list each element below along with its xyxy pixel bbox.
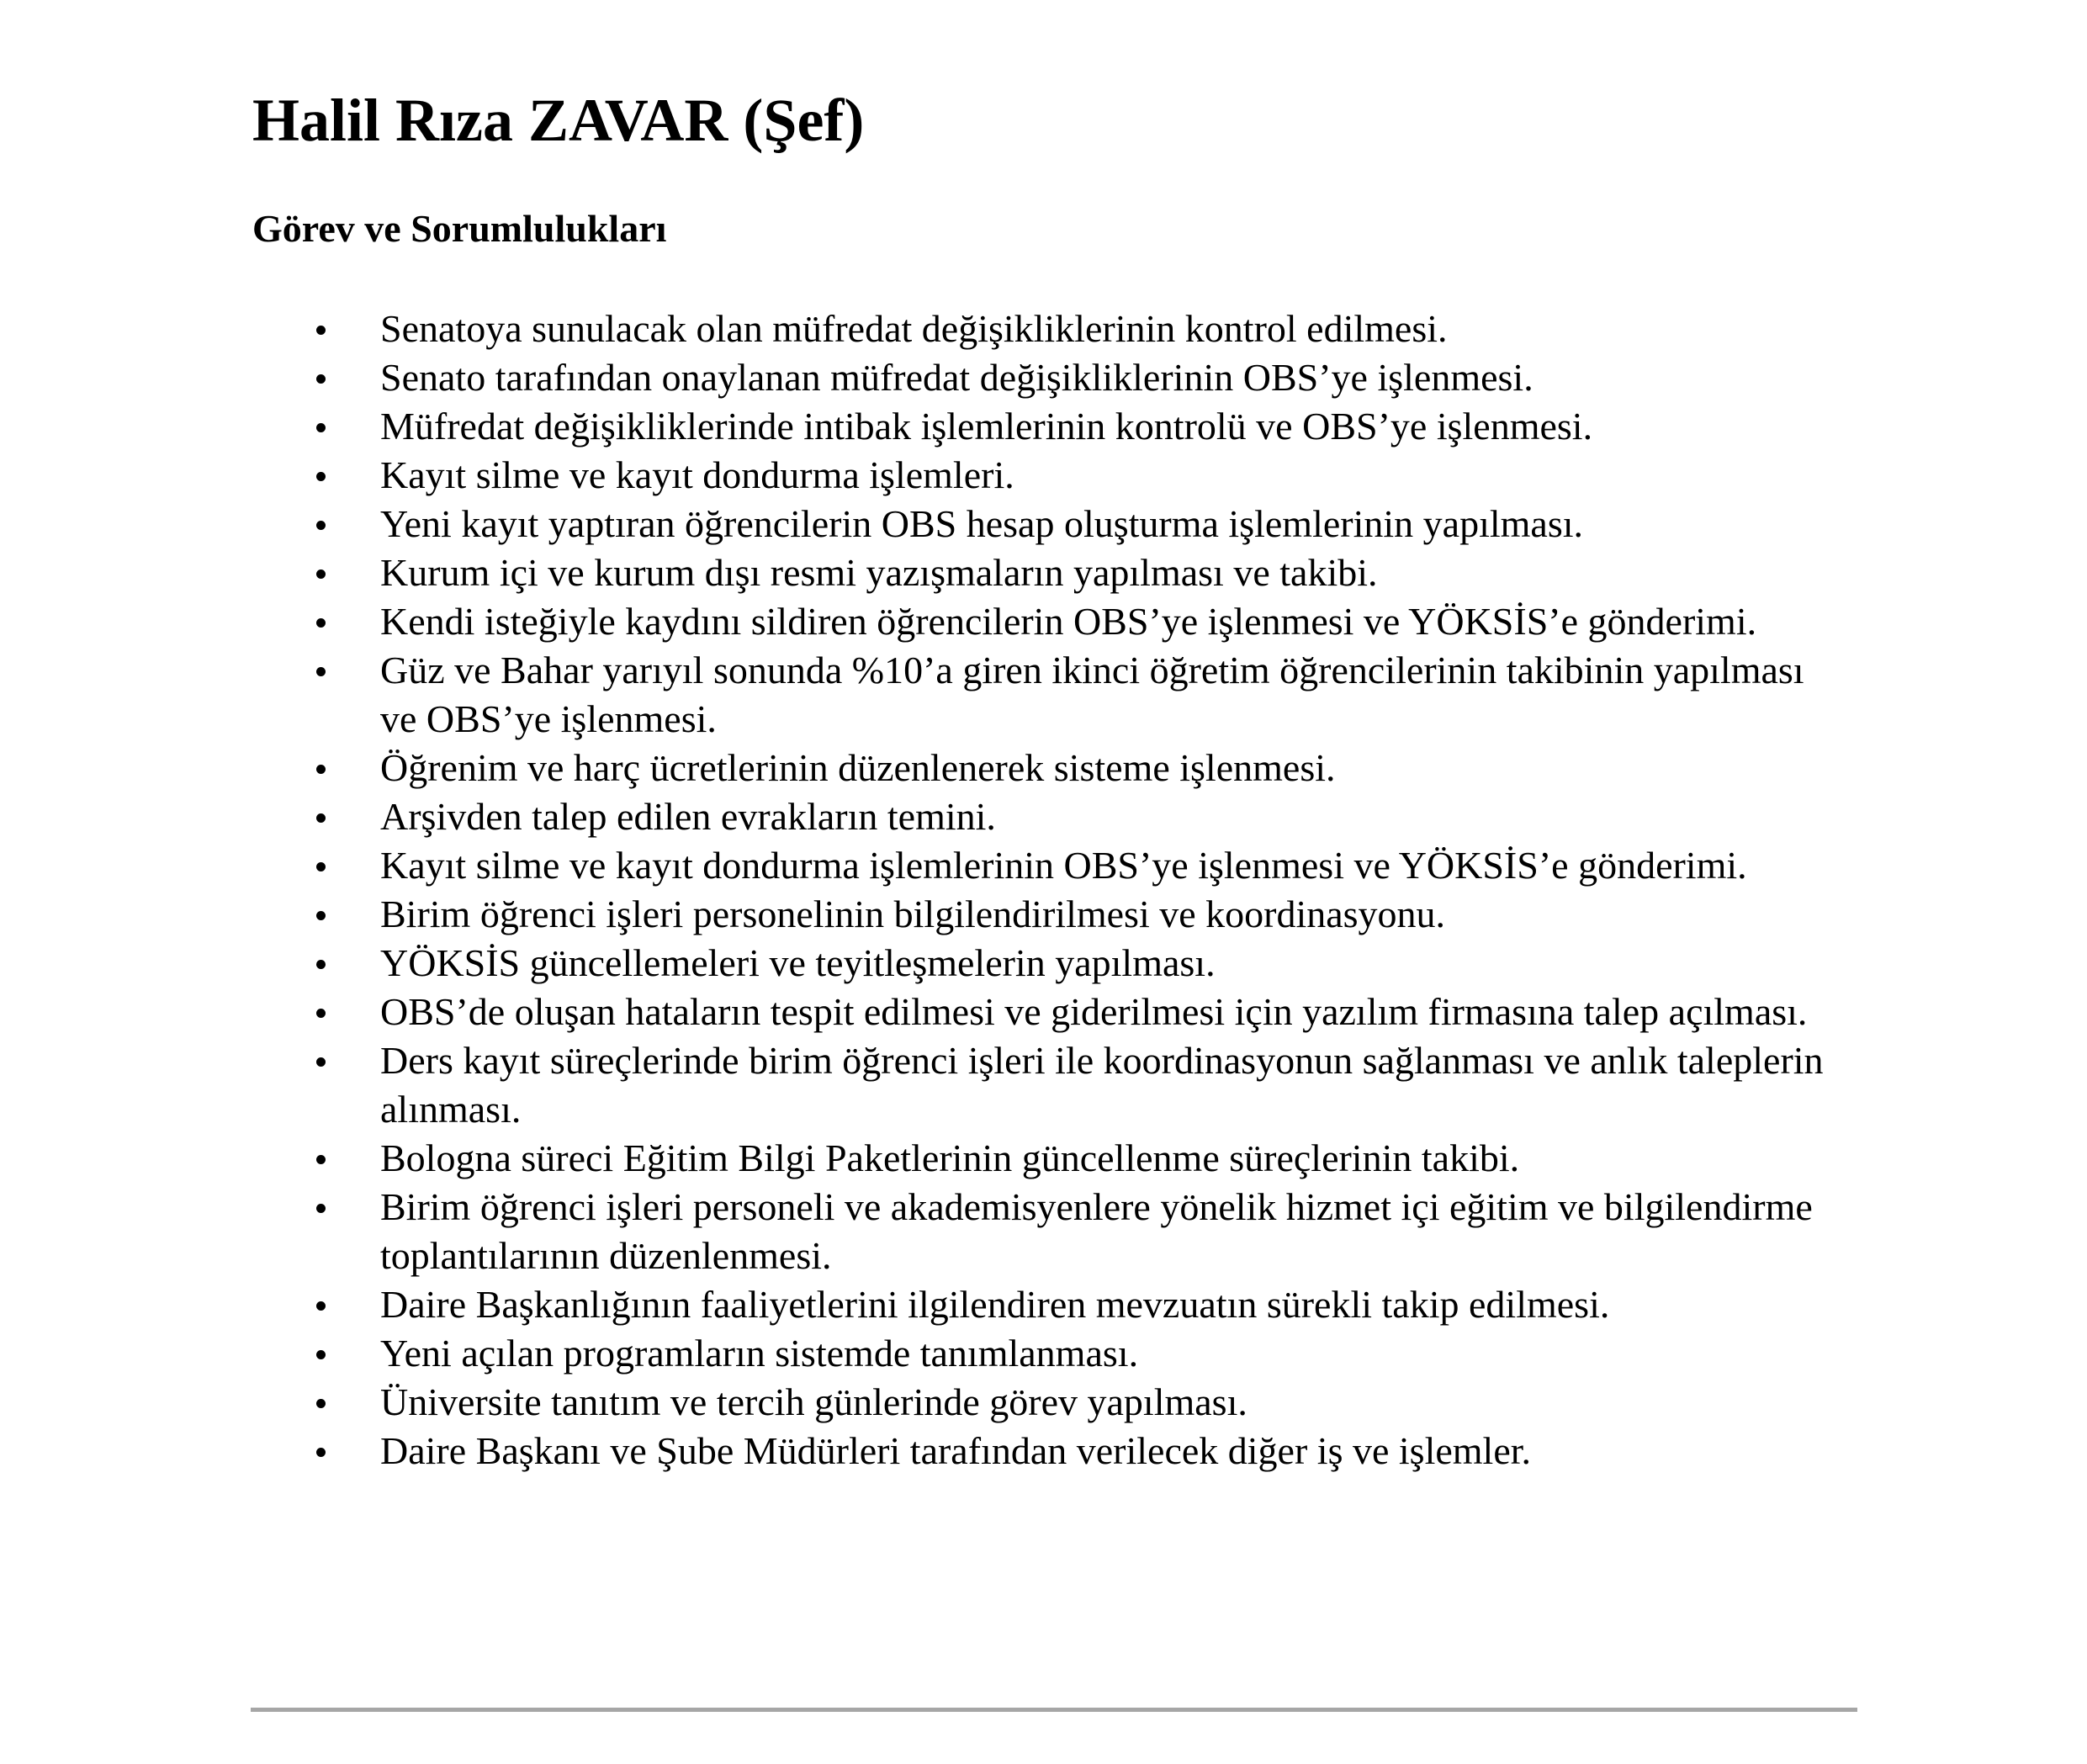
duty-text: Üniversite tanıtım ve tercih günlerinde görev yapılması. [380,1380,1247,1423]
duty-text: Ders kayıt süreçlerinde birim öğrenci işleri ile koordinasyonun sağlanması ve anlık taleplerin alınması. [380,1039,1824,1131]
bullet-icon [316,1009,326,1018]
duty-item [252,597,1834,646]
bullet-icon [316,1057,326,1067]
duty-text: Kayıt silme ve kayıt dondurma işlemlerinin OBS’ye işlenmesi ve YÖKSİS’e gönderimi. [380,844,1747,887]
duty-text: Arşivden talep edilen evrakların temini. [380,795,996,838]
duty-item [252,548,1834,597]
bullet-icon [316,1448,326,1457]
duty-item [252,646,1834,744]
duty-item [252,988,1834,1036]
bullet-icon [316,1204,326,1213]
duty-text: Birim öğrenci işleri personeli ve akademisyenlere yönelik hizmet içi eğitim ve bilgilendirme toplantılarının düzenlenmesi. [380,1185,1813,1277]
bullet-icon [316,1350,326,1359]
bullet-icon [316,1399,326,1408]
bullet-icon [316,1301,326,1311]
duty-item [252,890,1834,939]
bullet-icon [316,423,326,432]
duty-list [252,305,1834,1475]
duty-text: Kayıt silme ve kayıt dondurma işlemleri. [380,453,1014,496]
duty-item [252,1329,1834,1378]
duty-text: OBS’de oluşan hataların tespit edilmesi ve giderilmesi için yazılım firmasına talep açılması. [380,990,1808,1033]
duty-item [252,939,1834,988]
duty-item [252,1036,1834,1134]
bullet-icon [316,911,326,920]
duty-text: Daire Başkanlığının faaliyetlerini ilgilendiren mevzuatın sürekli takip edilmesi. [380,1283,1610,1326]
duty-text: Güz ve Bahar yarıyıl sonunda %10’a giren ikinci öğretim öğrencilerinin takibinin yapılması ve OBS’ye işlenmesi. [380,649,1804,740]
duty-text: YÖKSİS güncellemeleri ve teyitleşmelerin yapılması. [380,941,1216,984]
duty-item [252,402,1834,451]
duty-item [252,451,1834,500]
duty-text: Daire Başkanı ve Şube Müdürleri tarafından verilecek diğer iş ve işlemler. [380,1429,1532,1472]
bullet-icon [316,862,326,871]
bullet-icon [316,813,326,823]
duty-item [252,1134,1834,1183]
bullet-icon [316,618,326,628]
duty-item [252,353,1834,402]
bullet-icon [316,960,326,969]
duty-text: Birim öğrenci işleri personelinin bilgilendirilmesi ve koordinasyonu. [380,893,1446,935]
bullet-icon [316,667,326,676]
bullet-icon [316,569,326,579]
footer-divider [251,1708,1857,1712]
duty-text: Senato tarafından onaylanan müfredat değişikliklerinin OBS’ye işlenmesi. [380,356,1533,399]
duty-item [252,1183,1834,1280]
duty-text: Bologna süreci Eğitim Bilgi Paketlerinin güncellenme süreçlerinin takibi. [380,1136,1520,1179]
bullet-icon [316,472,326,481]
duty-item [252,500,1834,548]
duty-text: Kendi isteğiyle kaydını sildiren öğrencilerin OBS’ye işlenmesi ve YÖKSİS’e gönderimi. [380,600,1757,643]
bullet-icon [316,326,326,335]
duty-text: Yeni açılan programların sistemde tanımlanması. [380,1332,1139,1375]
bullet-icon [316,765,326,774]
duty-item [252,841,1834,890]
duty-item [252,1378,1834,1427]
duty-text: Kurum içi ve kurum dışı resmi yazışmaların yapılması ve takibi. [380,551,1378,594]
duty-item [252,305,1834,353]
duty-text: Senatoya sunulacak olan müfredat değişikliklerinin kontrol edilmesi. [380,307,1448,350]
duty-item [252,1427,1834,1475]
bullet-icon [316,521,326,530]
bullet-icon [316,1155,326,1164]
duty-item [252,744,1834,792]
bullet-icon [316,374,326,384]
duty-item [252,792,1834,841]
section-heading: Görev ve Sorumlulukları [252,207,667,250]
duty-text: Öğrenim ve harç ücretlerinin düzenlenerek sisteme işlenmesi. [380,746,1336,789]
duty-text: Müfredat değişikliklerinde intibak işlemlerinin kontrolü ve OBS’ye işlenmesi. [380,405,1593,448]
duty-text: Yeni kayıt yaptıran öğrencilerin OBS hesap oluşturma işlemlerinin yapılması. [380,502,1584,545]
duty-item [252,1280,1834,1329]
page-title: Halil Rıza ZAVAR (Şef) [252,87,865,154]
